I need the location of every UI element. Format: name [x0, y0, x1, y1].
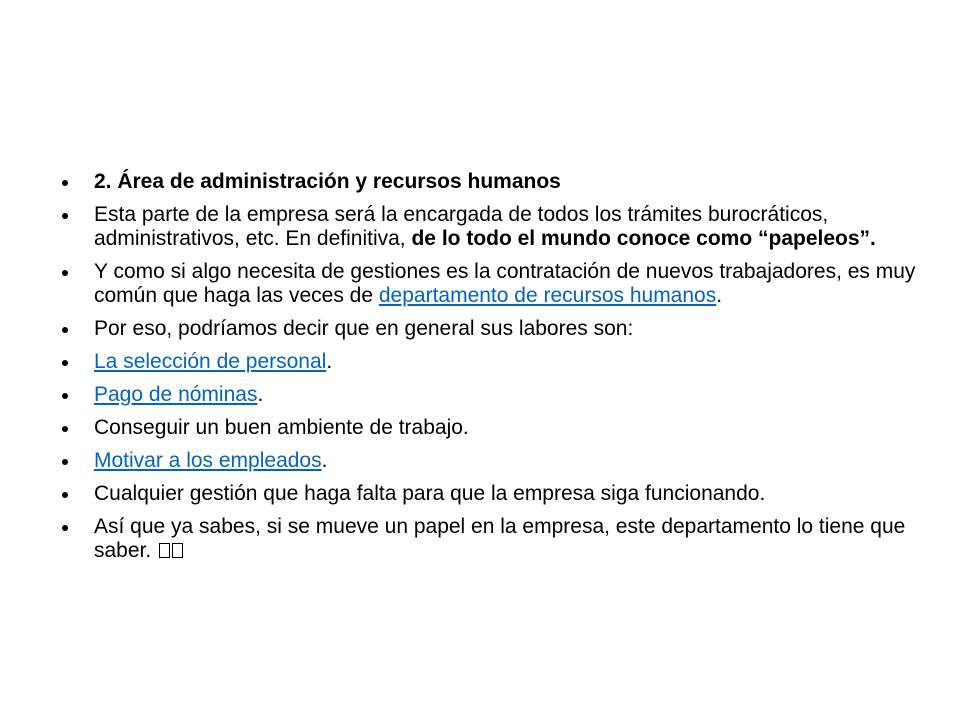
conclusion-text: Así que ya sabes, si se mueve un papel en la empresa, este departamento lo tiene que saber. — [94, 515, 906, 562]
bullet-dot-icon — [62, 327, 68, 333]
bullet-dot-icon — [62, 180, 68, 186]
section-heading: 2. Área de administración y recursos humanos — [94, 170, 561, 193]
hiring-text: Y como si algo necesita de gestiones es la contratación de nuevos trabajadores, es muy común que haga las veces de — [94, 260, 916, 307]
hr-department-link[interactable]: departamento de recursos humanos — [378, 284, 717, 307]
hiring-punctuation: . — [716, 284, 723, 307]
intro-text: Por eso, podríamos decir que en general sus labores son: — [94, 317, 634, 340]
bullet-item-intro — [60, 317, 920, 341]
bullet-item-conclusion — [60, 515, 920, 563]
motivate-punctuation: . — [321, 449, 328, 472]
payroll-punctuation: . — [257, 383, 264, 406]
bullet-dot-icon — [62, 426, 68, 432]
bullet-list — [60, 170, 920, 572]
bullet-dot-icon — [62, 360, 68, 366]
bullet-item-motivate — [60, 449, 920, 473]
description-text: Esta parte de la empresa será la encargada de todos los trámites burocráticos, administrativos, etc. En definitiva, — [94, 203, 829, 250]
selection-punctuation: . — [326, 350, 333, 373]
any-task-text: Cualquier gestión que haga falta para que la empresa siga funcionando. — [94, 482, 766, 505]
bullet-item-environment — [60, 416, 920, 440]
bullet-item-heading — [60, 170, 920, 194]
bullet-item-any-task — [60, 482, 920, 506]
motivate-employees-link[interactable]: Motivar a los empleados — [94, 449, 322, 472]
bullet-item-payroll — [60, 383, 920, 407]
personnel-selection-link[interactable]: La selección de personal — [94, 350, 327, 373]
bullet-dot-icon — [62, 393, 68, 399]
bullet-dot-icon — [62, 492, 68, 498]
bullet-dot-icon — [62, 525, 68, 531]
bullet-dot-icon — [62, 270, 68, 276]
bullet-dot-icon — [62, 213, 68, 219]
environment-text: Conseguir un buen ambiente de trabajo. — [94, 416, 469, 439]
description-bold-text: de lo todo el mundo conoce como “papeleos”. — [411, 227, 876, 250]
bullet-dot-icon — [62, 459, 68, 465]
bullet-item-selection — [60, 350, 920, 374]
bullet-item-description — [60, 203, 920, 251]
payroll-link[interactable]: Pago de nóminas — [94, 383, 258, 406]
bullet-item-hiring — [60, 260, 920, 308]
missing-glyph-icon — [172, 543, 183, 558]
missing-glyph-icon — [159, 543, 170, 558]
